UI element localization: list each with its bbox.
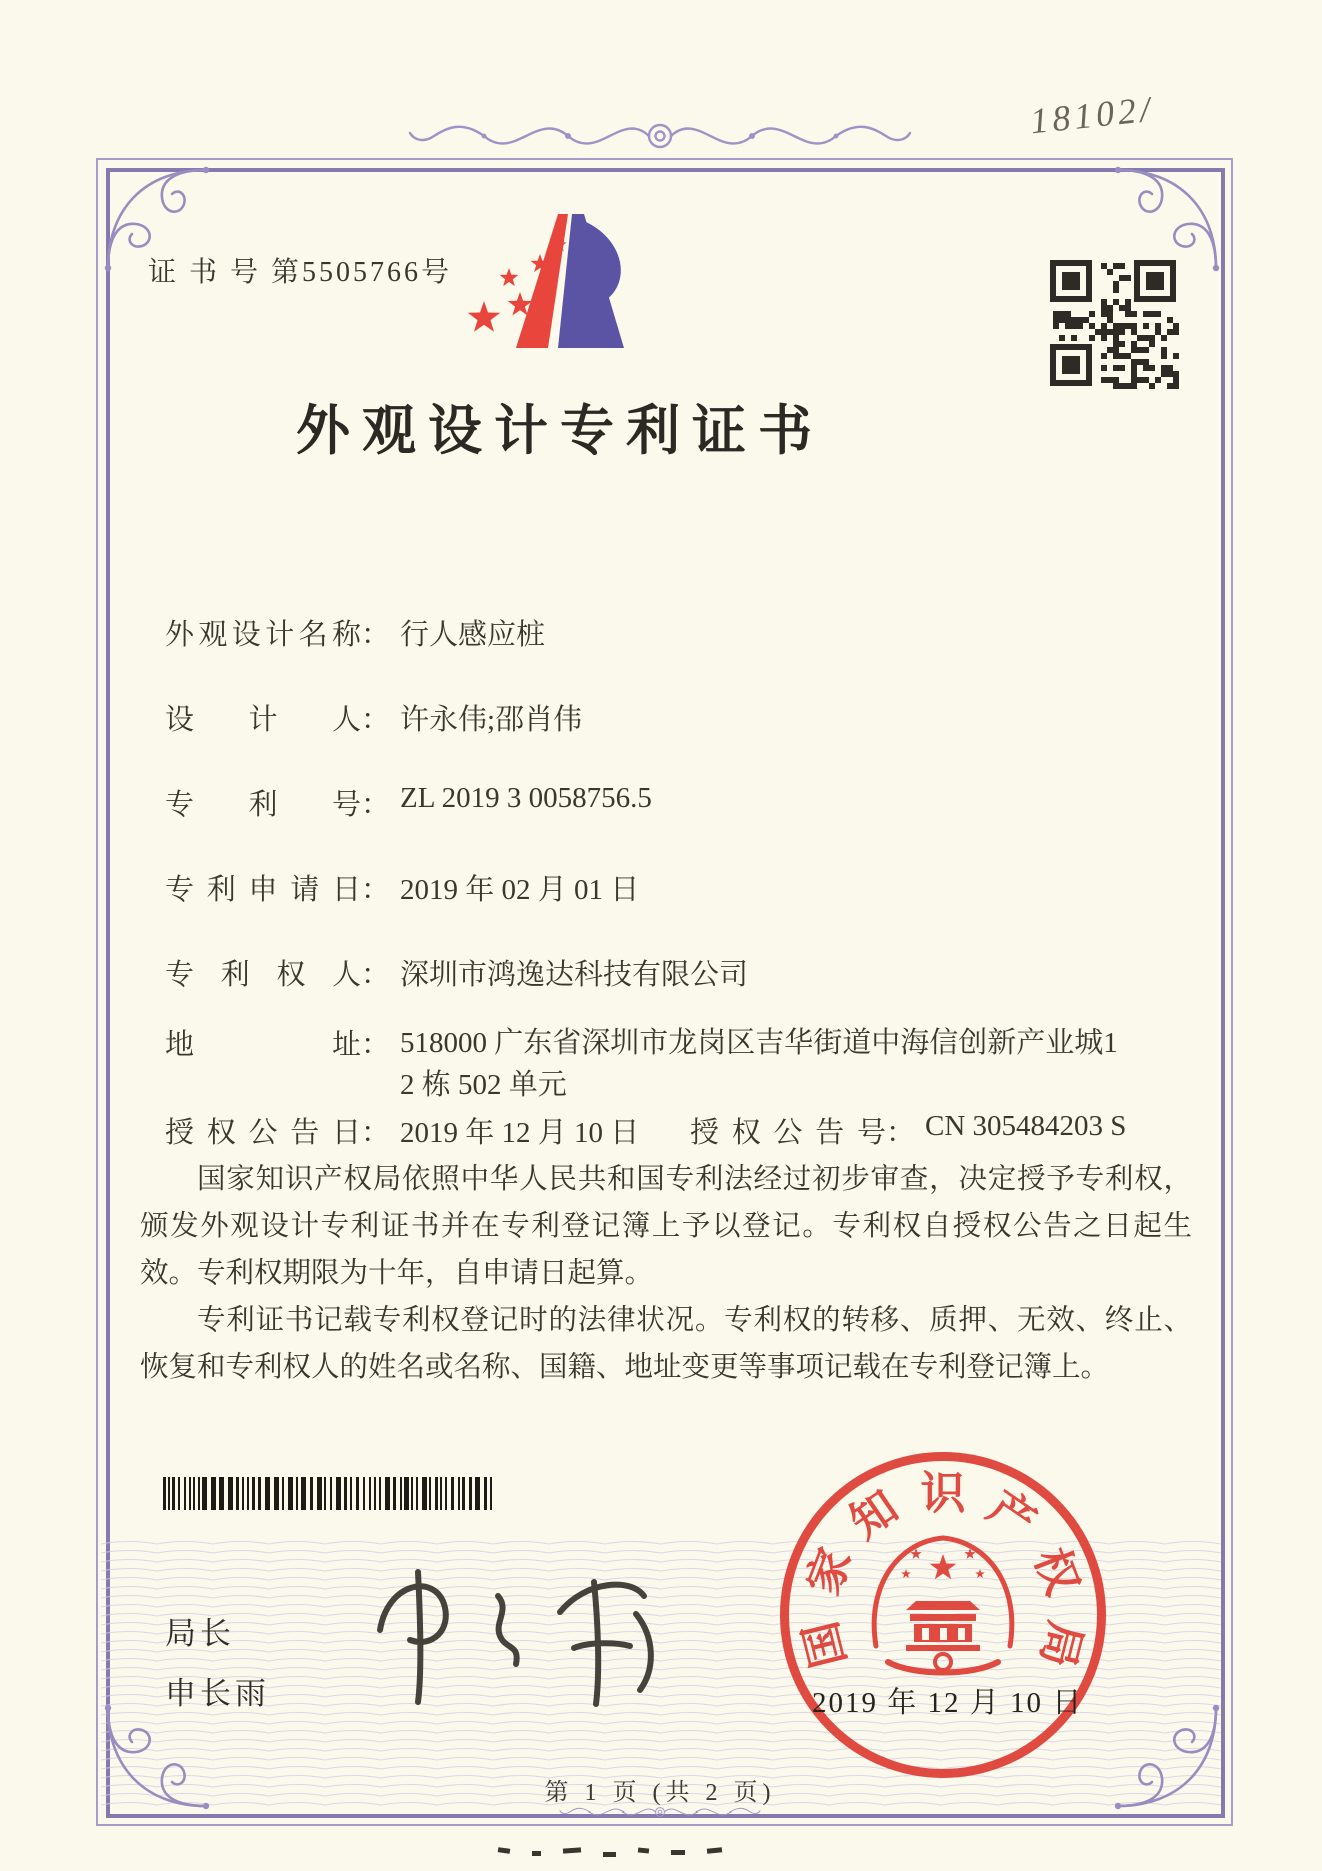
seal-char: 知 [841,1481,907,1549]
top-border-ornament [360,106,960,166]
field-value: 深圳市鸿逸达科技有限公司 [400,959,749,991]
seal-char: 家 [798,1541,861,1602]
legal-paragraph-1: 国家知识产权局依照中华人民共和国专利法经过初步审查，决定授予专利权，颁发外观设计专利证书并在专利登记簿上予以登记。专利权自授权公告之日起生效。专利权期限为十年，自申请日起算。 [140,1164,1192,1289]
field-label: 设计人 [165,704,361,736]
corner-flourish-top-left [102,164,214,276]
seal-date: 2019 年 12 月 10 日 [812,1687,1084,1719]
field-label: 授权公告日 [165,1117,361,1149]
field-value: CN 305484203 S [925,1110,1127,1142]
field-value: 许永伟;邵肖伟 [400,704,583,736]
field-label: 专利申请日 [165,874,361,906]
page-number: 第 1 页 (共 2 页) [544,1780,776,1806]
field-value: ZL 2019 3 0058756.5 [400,782,652,814]
grant-date-group: 授权公告日： 2019 年 12 月 10 日 [165,1110,639,1142]
seal-char: 权 [1025,1541,1088,1602]
national-emblem-icon [858,1524,1028,1704]
legal-text [140,1156,1192,1391]
field-value: 行人感应桩 [400,619,546,651]
field-label: 授权公告号 [690,1117,886,1149]
seal-char: 产 [979,1481,1045,1549]
field-application-date: 专利申请日： 2019 年 02 月 01 日 [165,867,639,908]
field-label: 专利权人 [165,959,361,991]
certificate-title: 外观设计专利证书 [296,401,824,461]
handwritten-note: 18102/ [1028,88,1156,142]
director-name: 申长雨 [165,1676,270,1711]
certificate-number-line: 证 书 号 第5505766号 [148,257,453,288]
director-signature [348,1552,668,1732]
field-designer: 设计人： 许永伟;邵肖伟 [165,697,582,738]
address-line-1: 518000 广东省深圳市龙岗区吉华街道中海信创新产业城1 [400,1027,1118,1059]
cnipa-logo-icon [462,208,657,355]
legal-paragraph-2: 专利证书记载专利权登记时的法律状况。专利权的转移、质押、无效、终止、恢复和专利权人的姓名或名称、国籍、地址变更等事项记载在专利登记簿上。 [140,1305,1192,1383]
field-patent-number: 专利号： ZL 2019 3 0058756.5 [165,782,652,821]
seal-char: 识 [920,1468,966,1519]
field-design-name: 外观设计名称： 行人感应桩 [165,612,545,653]
field-label: 专利号 [165,789,361,821]
grant-number-group: 授权公告号： CN 305484203 S [690,1110,1127,1149]
qr-code [1050,260,1182,392]
field-value [400,1022,1200,1106]
seal-char: 局 [1031,1616,1091,1673]
corner-flourish-top-right [1110,164,1222,276]
field-label: 地址 [165,1029,361,1061]
bottom-border-ornament [540,1800,780,1824]
next-page-text-fragment [498,1848,858,1862]
field-value: 2019 年 02 月 01 日 [400,874,640,906]
address-line-2: 2 栋 502 单元 [400,1069,567,1101]
field-label: 外观设计名称 [165,619,361,651]
official-seal [778,1450,1108,1780]
barcode [163,1477,501,1511]
field-address: 地址： 518000 广东省深圳市龙岗区吉华街道中海信创新产业城1 2 栋 502 单元 [165,1022,1200,1106]
corner-flourish-bottom-right [1110,1700,1222,1812]
director-title-label: 局长 [165,1616,235,1651]
field-patentee: 专利权人： 深圳市鸿逸达科技有限公司 [165,952,748,993]
field-grant-row [165,1110,1215,1151]
corner-flourish-bottom-left [102,1700,214,1812]
seal-char: 国 [795,1616,855,1673]
field-value: 2019 年 12 月 10 日 [400,1117,640,1149]
